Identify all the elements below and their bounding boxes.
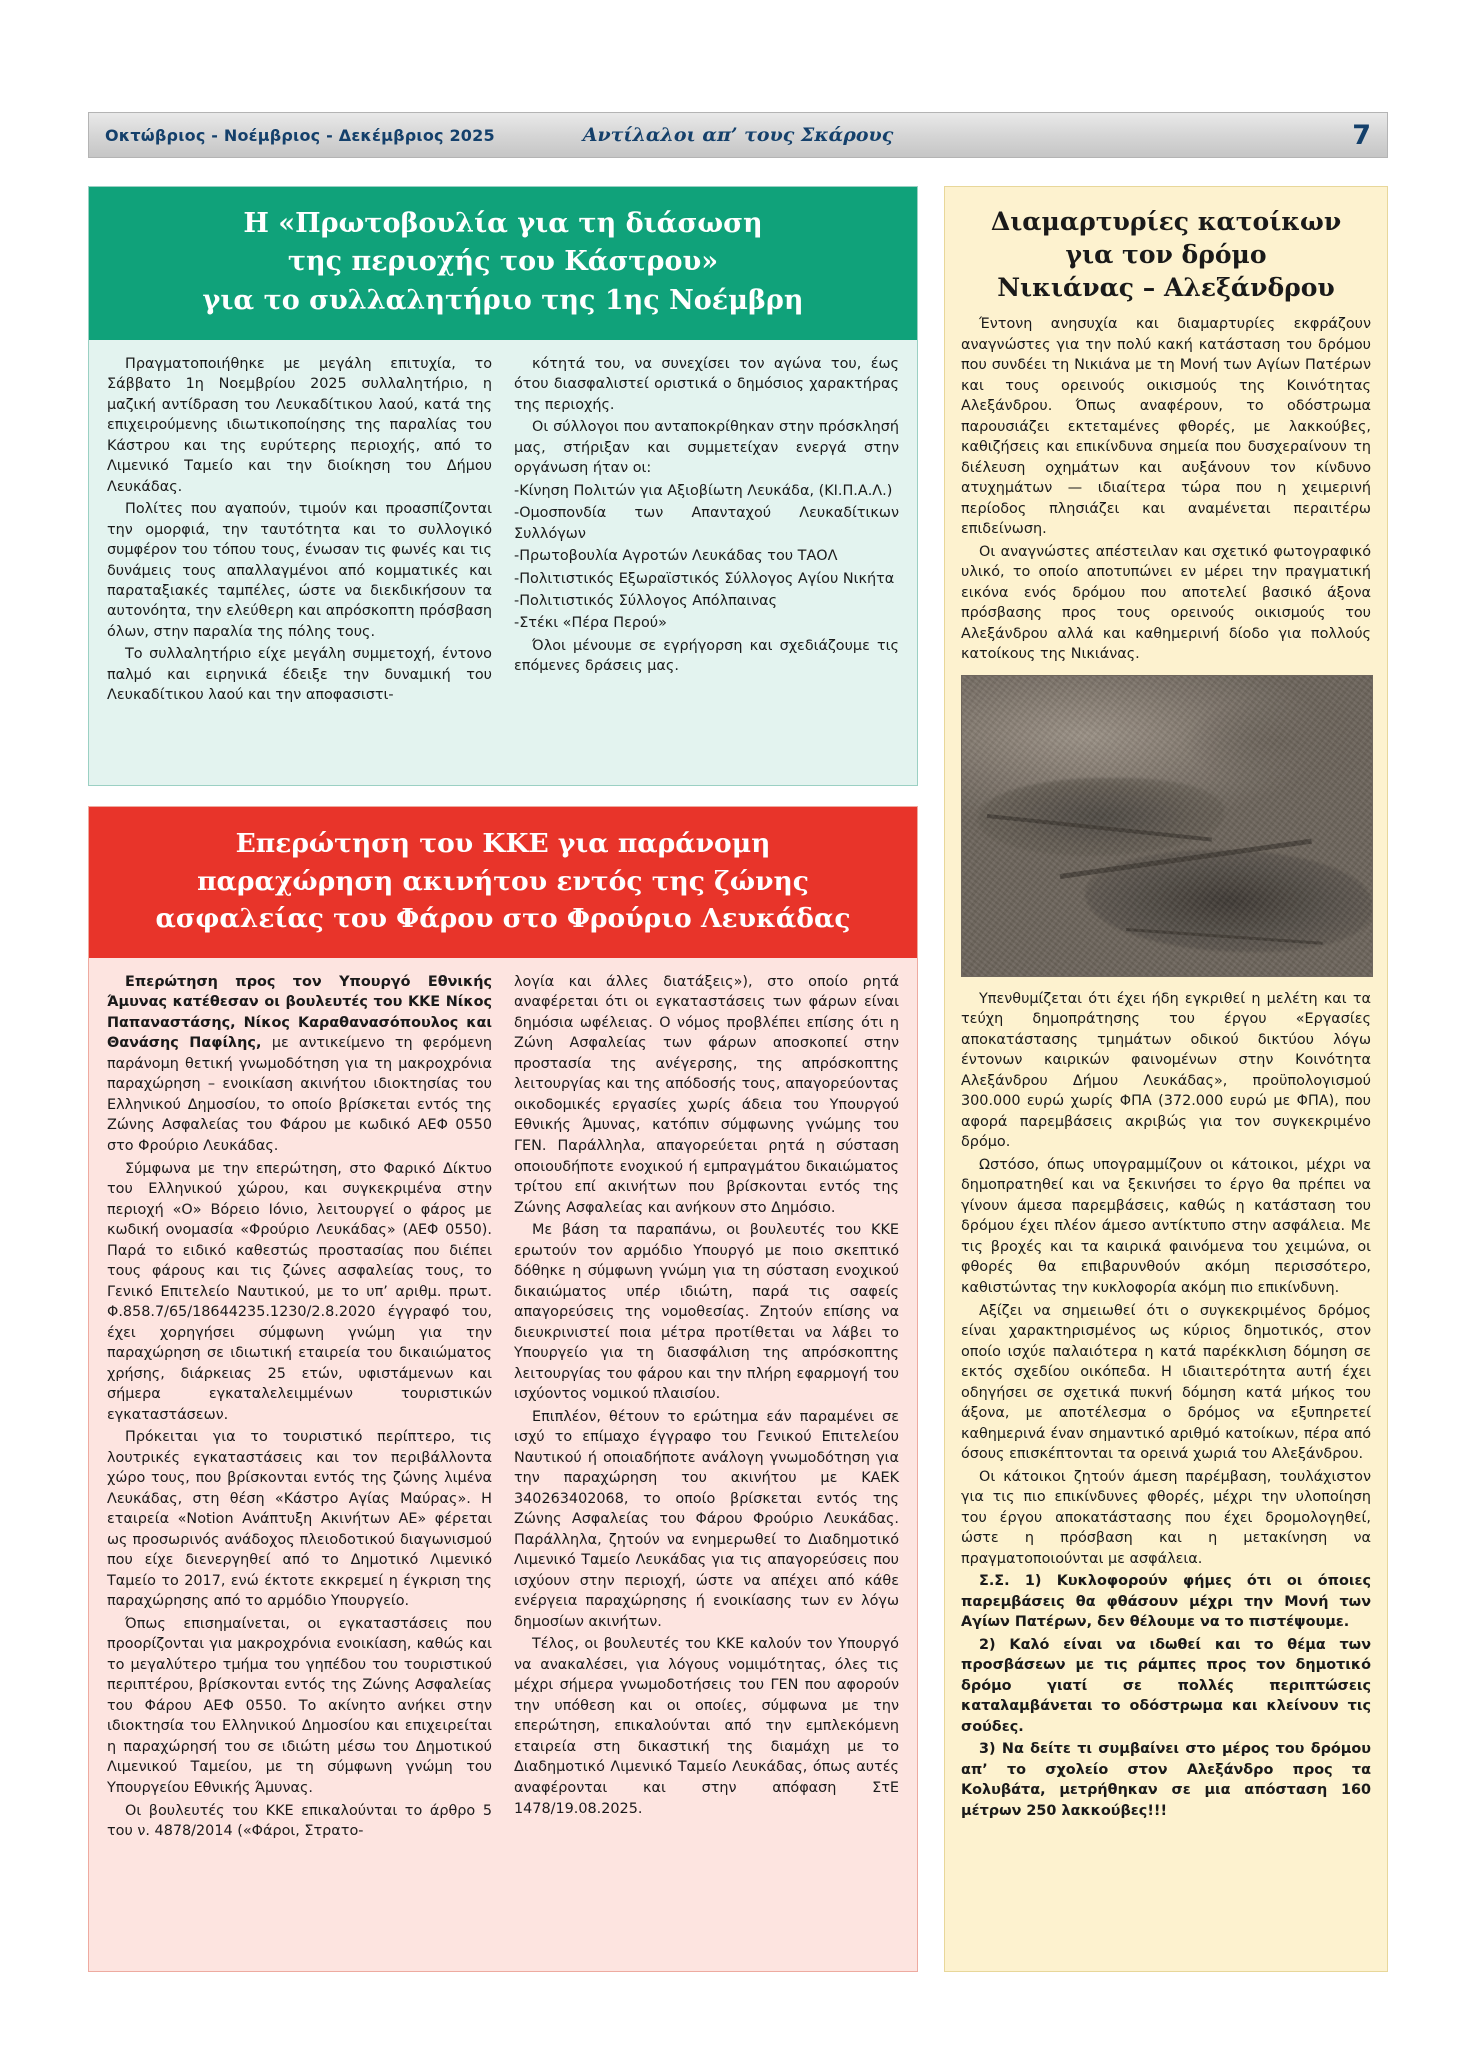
page-number: 7 [1352,119,1371,151]
title-line: Η «Πρωτοβουλία για τη διάσωση [243,208,763,239]
title-line: για τον δρόμο [1065,240,1267,269]
page-masthead [88,112,1388,158]
article-kke-body [89,958,917,1854]
photo-texture [962,676,1372,976]
title-line: της περιοχής του Κάστρου» [287,246,719,278]
article-road-title [961,205,1371,304]
paragraph: λογία και άλλες διατάξεις»), στο οποίο ρητά αναφέρεται ότι οι εγκαταστάσεις των φάρων είναι δημόσια ωφέλειας. Ο νόμος προβλέπει επίσης ότι η Ζώνη Ασφαλείας των φάρων αποσκοπεί στην προστασία της ανέγερσης, της απρόσκοπτης λειτουργίας και της απόδοσής τους, απαγορεύοντας οικοδομικές εργασίες χωρίς άδεια του Υπουργού Εθνικής Άμυνας, κατόπιν σύμφωνης γνώμης του ΓΕΝ. Παράλληλα, απαγορεύεται ρητά η σύσταση οποιουδήποτε ενοχικού ή εμπραγμάτου δικαιώματος τρίτου επί ακινήτων που βρίσκονται εντός της Ζώνης Ασφαλείας και ανήκουν στο Δημόσιο. [514,973,899,1216]
list-item: -Κίνηση Πολιτών για Αξιοβίωτη Λευκάδα, (ΚΙ.Π.Α.Λ.) [514,482,893,499]
paragraph: κότητά του, να συνεχίσει τον αγώνα του, έως ότου διασφαλιστεί οριστικά ο δημόσιος χαρακτήρας της περιοχής. [514,355,899,413]
title-line: ασφαλείας του Φάρου στο Φρούριο Λευκάδας [155,903,851,935]
list-item: -Πολιτιστικός Εξωραϊστικός Σύλλογος Αγίου Νικήτα [514,570,895,587]
paragraph: Υπενθυμίζεται ότι έχει ήδη εγκριθεί η μελέτη και τα τεύχη δημοπράτησης του έργου «Εργασίες αποκατάστασης τμημάτων οδικού δικτύου λόγω έντονων καιρικών φαινομένων στην Κοινότητα Αλεξάνδρου Δήμου Λευκάδας», προϋπολογισμού 300.000 ευρώ χωρίς ΦΠΑ (372.000 ευρώ με ΦΠΑ), που αφορά παρεμβάσεις ακριβώς για τον συγκεκριμένο δρόμο. [961,990,1371,1151]
editor-note: 2) Καλό είναι να ιδωθεί και το θέμα των προσβάσεων με τις ράμπες προς τον δημοτικό δρόμο γιατί σε πολλές περιπτώσεις καταλαμβάνεται το οδόστρωμα και κλείνουν τις σούδες. [961,1636,1371,1735]
list-item: -Πολιτιστικός Σύλλογος Απόλπαινας [514,592,778,609]
paragraph: Αξίζει να σημειωθεί ότι ο συγκεκριμένος δρόμος είναι χαρακτηρισμένος ως κύριος δημοτικός, στον οποίο ισχύε παλαιότερα η κατά παρέκκλιση δόμηση σε εκτός σχεδίου οικόπεδα. Η ιδιαιτερότητα αυτή έχει οδηγήσει σε σχετικά πυκνή δόμηση κατά μήκος του άξονα, με αποτέλεσμα ο δρόμος να εξυπηρετεί καθημερινά έναν σημαντικό αριθμό κατοίκων, πέρα από όσους επισκέπτονται τα ορεινά χωριά του Αλεξάνδρου. [961,1302,1371,1463]
article-kke-column-left [107,972,492,1844]
list-item: -Ομοσπονδία των Απανταχού Λευκαδίτικων Συλλόγων [514,505,899,542]
title-line: Επερώτηση του ΚΚΕ για παράνομη [235,828,771,859]
article-kke-title [89,807,917,958]
editor-note: 3) Να δείτε τι συμβαίνει στο μέρος του δρόμου απ’ το σχολείο στον Αλεξάνδρο προς τα Κολυβάτα, μετρήθηκαν σε μια απόσταση 160 μέτρων 250 λακκούβες!!! [961,1741,1371,1819]
title-line: Διαμαρτυρίες κατοίκων [990,207,1342,236]
article-kke-column-right [514,972,899,1844]
paragraph-lead: Επερώτηση προς τον Υπουργό Εθνικής Άμυνας κατέθεσαν οι βουλευτές του ΚΚΕ Νίκος Παπαναστάσης, Νίκος Καραθανασόπουλος και Θανάσης Παφίλης, με αντικείμενο τη φερόμενη παράνομη θετική γνωμοδότηση για τη μακροχρόνια παραχώρηση – ενοικίαση ακινήτου ιδιοκτησίας του Ελληνικού Δημοσίου, το οποίο βρίσκεται εντός της Ζώνης Ασφαλείας του Φάρου με κωδικό ΑΕΦ 0550 στο Φρούριο Λευκάδας. [107,973,492,1154]
article-kastro-initiative [88,186,918,786]
article-kastro-column-right [514,354,899,708]
paragraph: Πραγματοποιήθηκε με μεγάλη επιτυχία, το Σάββατο 1η Νοεμβρίου 2025 συλλαλητήριο, η μαζική αντίδραση του Λευκαδίτικου λαού, κατά της επιχειρούμενης ιδιωτικοποίησης της παραλίας του Κάστρου και της ευρύτερης περιοχής, από το Λιμενικό Ταμείο και την διοίκηση του Δήμου Λευκάδας. [107,355,492,495]
paragraph: Οι σύλλογοι που ανταποκρίθηκαν στην πρόσκλησή μας, στήριξαν και συμμετείχαν ενεργά στην οργάνωση ήταν οι: [514,419,899,477]
article-kastro-body [89,340,917,718]
paragraph: Έντονη ανησυχία και διαμαρτυρίες εκφράζουν αναγνώστες για την πολύ κακή κατάσταση του δρόμου που συνδέει τη Νικιάνα με τη Μονή των Αγίων Πατέρων και τους ορεινούς οικισμούς της Κοινότητας Αλεξάνδρου. Όπως αναφέρουν, το οδόστρωμα παρουσιάζει εκτεταμένες φθορές, με λακκούβες, καθιζήσεις και επικίνδυνα σημεία που δυσχεραίνουν τη διέλευση οχημάτων και αυξάνουν τον κίνδυνο ατυχημάτων — ιδιαίτερα τώρα που η χειμερινή περίοδος πλησιάζει και αναμένεται περαιτέρω επιδείνωση. [961,316,1371,538]
article-kke-question [88,806,918,1972]
newspaper-title: Αντίλαλοι απ’ τους Σκάρους [582,124,894,146]
paragraph: Οι κάτοικοι ζητούν άμεση παρέμβαση, τουλάχιστον για τις πιο επικίνδυνες φθορές, μέχρι την υλοποίηση του έργου αποκατάστασης που έχει δρομολογηθεί, ώστε η πρόσβαση και η μετακίνηση να πραγματοποιούνται με ασφάλεια. [961,1468,1371,1567]
paragraph: Οι βουλευτές του ΚΚΕ επικαλούνται το άρθρο 5 του ν. 4878/2014 («Φάροι, Στρατο- [107,1802,492,1840]
title-line: παραχώρηση ακινήτου εντός της ζώνης [197,865,809,897]
list-item: -Πρωτοβουλία Αγροτών Λευκάδας του ΤΑΟΛ [514,548,838,565]
issue-date: Οκτώβριος - Νοέμβριος - Δεκέμβριος 2025 [105,125,495,145]
article-kastro-title [89,187,917,340]
article-road-protests [944,186,1388,1972]
article-kastro-column-left [107,354,492,708]
editor-note: Σ.Σ. 1) Κυκλοφορούν φήμες ότι οι όποιες παρεμβάσεις θα φθάσουν μέχρι την Μονή των Αγίων Πατέρων, δεν θέλουμε να το πιστέψουμε. [961,1573,1371,1631]
paragraph: Όπως επισημαίνεται, οι εγκαταστάσεις που προορίζονται για μακροχρόνια ενοικίαση, καθώς και το μεγαλύτερο τμήμα του γηπέδου του τουριστικού περιπτέρου, βρίσκονται εντός της Ζώνης Ασφαλείας του Φάρου ΑΕΦ 0550. Το ακίνητο ανήκει στην ιδιοκτησία του Ελληνικού Δημοσίου και επιχειρείται η παραχώρησή του σε ιδιώτη μέσω του Δημοτικού Λιμενικού Ταμείου, με τη σύμφωνη γνώμη του Υπουργείου Εθνικής Άμυνας. [107,1615,492,1796]
road-damage-photo [961,675,1373,977]
paragraph: Πρόκειται για το τουριστικό περίπτερο, τις λουτρικές εγκαταστάσεις και τον περιβάλλοντα χώρο τους, που βρίσκονται εντός της ζώνης λιμένα Λευκάδας, στη θέση «Κάστρο Αγίας Μαύρας». Η εταιρεία «Notion Ανάπτυξη Ακινήτων ΑΕ» φέρεται ως προσωρινός ανάδοχος πλειοδοτικού διαγωνισμού που είχε διενεργηθεί από το Δημοτικό Λιμενικό Ταμείο το 2017, ενώ έκτοτε εκκρεμεί η έγκριση της παραχώρησης από το αρμόδιο Υπουργείο. [107,1429,492,1610]
paragraph: Οι αναγνώστες απέστειλαν και σχετικό φωτογραφικό υλικό, το οποίο αποτυπώνει εν μέρει την πραγματική εικόνα ενός δρόμου που αποτελεί βασικό άξονα πρόσβασης προς τους ορεινούς οικισμούς του Αλεξάνδρου αλλά και καθημερινή δίοδο για πολλούς κατοίκους της Νικιάνας. [961,543,1371,663]
paragraph: Με βάση τα παραπάνω, οι βουλευτές του ΚΚΕ ερωτούν τον αρμόδιο Υπουργό με ποιο σκεπτικό δόθηκε η σύμφωνη γνώμη για τη σύσταση ενοχικού δικαιώματος υπέρ ιδιώτη, παρά τις σαφείς απαγορεύσεις της νομοθεσίας. Ζητούν επίσης να διευκρινιστεί ποια μέτρα προτίθεται να λάβει το Υπουργείο για τη διασφάλιση της απρόσκοπτης λειτουργίας του φάρου και την πλήρη εφαρμογή του ισχύοντος νομικού πλαισίου. [514,1222,899,1403]
paragraph: Το συλλαλητήριο είχε μεγάλη συμμετοχή, έντονο παλμό και ειρηνικά έδειξε την δυναμική του Λευκαδίτικου λαού και την αποφασιστι- [107,646,492,704]
paragraph: Όλοι μένουμε σε εγρήγορση και σχεδιάζουμε τις επόμενες δράσεις μας. [514,637,899,675]
title-line: για το συλλαλητήριο της 1ης Νοέμβρη [202,284,804,316]
list-item: -Στέκι «Πέρα Περού» [514,615,667,632]
paragraph: Πολίτες που αγαπούν, τιμούν και προασπίζονται την ομορφιά, την ταυτότητα και το συλλογικό συμφέρον του τόπου τους, ένωσαν τις φωνές και τις δυνάμεις τους απαλλαγμένοι από κομματικές και παραταξιακές ταμπέλες, ώστε να διεκδικήσουν τα αυτονόητα, την ελεύθερη και απρόσκοπτη πρόσβαση όλων, στην παραλία της πόλης τους. [107,501,492,640]
title-line: Νικιάνας – Αλεξάνδρου [997,273,1335,302]
paragraph: Σύμφωνα με την επερώτηση, στο Φαρικό Δίκτυο του Ελληνικού χώρου, και συγκεκριμένα στην περιοχή «Ο» Βόρειο Ιόνιο, λειτουργεί ο φάρος με κωδική ονομασία «Φρούριο Λευκάδας» (ΑΕΦ 0550). Παρά το ειδικό καθεστώς προστασίας που διέπει τους φάρους και τις ζώνες ασφαλείας τους, το Γενικό Επιτελείο Ναυτικού, με το υπ’ αριθμ. πρωτ. Φ.858.7/65/18644235.1230/2.8.2020 έγγραφό του, έχει χορηγήσει σύμφωνη γνώμη για την παραχώρηση σε ιδιωτική εταιρεία του δικαιώματος χρήσης, διάρκειας 25 ετών, υφιστάμενων και σήμερα εγκαταλελειμμένων τουριστικών εγκαταστάσεων. [107,1160,492,1423]
paragraph: Επιπλέον, θέτουν το ερώτημα εάν παραμένει σε ισχύ το επίμαχο έγγραφο του Γενικού Επιτελείου Ναυτικού ή οποιαδήποτε ανάλογη γνωμοδότηση για την παραχώρηση του ακινήτου με ΚΑΕΚ 340263402068, το οποίο βρίσκεται εντός της Ζώνης Ασφαλείας του Φάρου Φρούριο Λευκάδας. Παράλληλα, ζητούν να ενημερωθεί το Διαδημοτικό Λιμενικό Ταμείο Λευκάδας για τις απαγορεύσεις που ισχύουν στην περιοχή, ώστε να απέχει από κάθε ενέργεια παραχώρησης ή ενοικίασης των εν λόγω δημοσίων ακινήτων. [514,1408,899,1630]
paragraph: Τέλος, οι βουλευτές του ΚΚΕ καλούν τον Υπουργό να ανακαλέσει, για λόγους νομιμότητας, όλες τις μέχρι σήμερα γνωμοδοτήσεις του ΓΕΝ που αφορούν την υπόθεση και οι οποίες, σύμφωνα με την επερώτηση, επικαλούνται από την εμπλεκόμενη εταιρεία στη δικαστική της διαμάχη με το Διαδημοτικό Λιμενικό Ταμείο Λευκάδας, όπως αυτές αναφέρονται και στην απόφαση ΣτΕ 1478/19.08.2025. [514,1636,899,1817]
paragraph: Ωστόσο, όπως υπογραμμίζουν οι κάτοικοι, μέχρι να δημοπρατηθεί και να ξεκινήσει το έργο θα πρέπει να γίνουν άμεσα παρεμβάσεις, καθώς η κατάσταση του δρόμου έχει πλέον άμεσο αντίκτυπο στην ασφάλεια. Με τις βροχές και τα καιρικά φαινόμενα του χειμώνα, οι φθορές θα επιβαρυνθούν ακόμη περισσότερο, καθιστώντας την κυκλοφορία ακόμη πιο επικίνδυνη. [961,1156,1371,1296]
